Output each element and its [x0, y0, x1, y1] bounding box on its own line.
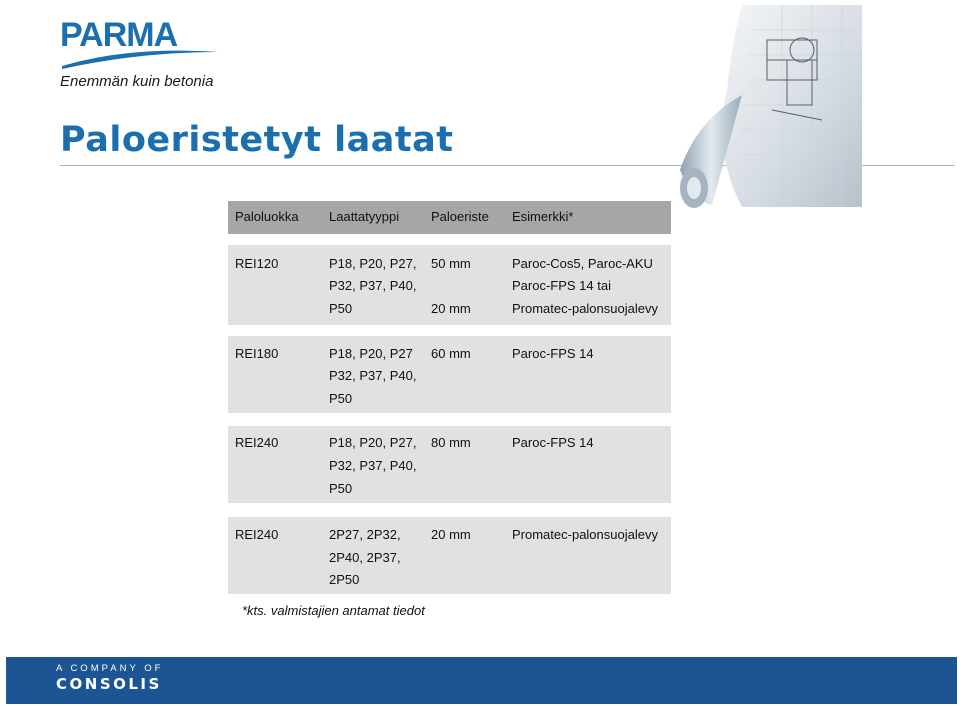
logo-wordmark: PARMA	[60, 16, 178, 54]
logo-swoosh-icon	[60, 48, 220, 70]
insulation-thickness: 20 mm	[431, 301, 471, 316]
insulation-thickness: 80 mm	[431, 435, 471, 450]
page-title: Paloeristetyt laatat	[60, 120, 454, 160]
fire-class: REI180	[235, 346, 279, 361]
slab-type: 2P50	[329, 572, 360, 587]
table-footnote: *kts. valmistajien antamat tiedot	[242, 603, 425, 618]
slab-type: P50	[329, 391, 353, 406]
footer-tagline: A COMPANY OF	[56, 663, 164, 674]
slab-type: 2P40, 2P37,	[329, 550, 401, 565]
table-row	[228, 426, 671, 503]
example-product: Paroc-FPS 14	[512, 346, 594, 361]
example-product: Paroc-FPS 14	[512, 435, 594, 450]
logo-tagline: Enemmän kuin betonia	[60, 73, 214, 90]
example-product: Promatec-palonsuojalevy	[512, 301, 658, 316]
fire-insulation-table	[228, 201, 671, 587]
column-header: Laattatyyppi	[329, 209, 400, 224]
table-row	[228, 517, 671, 594]
slab-type: P32, P37, P40,	[329, 458, 417, 473]
slab-type: P32, P37, P40,	[329, 278, 417, 293]
insulation-thickness: 20 mm	[431, 527, 471, 542]
fire-class: REI240	[235, 527, 279, 542]
slab-type: P50	[329, 481, 353, 496]
consolis-logo: CONSOLIS	[56, 675, 162, 693]
insulation-thickness: 50 mm	[431, 256, 471, 271]
fire-class: REI240	[235, 435, 279, 450]
slab-type: P32, P37, P40,	[329, 368, 417, 383]
table-header	[228, 201, 671, 234]
slab-type: P18, P20, P27	[329, 346, 413, 361]
table-row	[228, 336, 671, 413]
column-header: Paloluokka	[235, 209, 299, 224]
fire-class: REI120	[235, 256, 279, 271]
column-header: Paloeriste	[431, 209, 489, 224]
blueprint-roll-icon	[672, 0, 864, 215]
example-product: Paroc-Cos5, Paroc-AKU	[512, 256, 653, 271]
parma-logo	[60, 10, 260, 95]
slab-type: P50	[329, 301, 353, 316]
slab-type: P18, P20, P27,	[329, 256, 417, 271]
example-product: Paroc-FPS 14 tai	[512, 278, 611, 293]
insulation-thickness: 60 mm	[431, 346, 471, 361]
example-product: Promatec-palonsuojalevy	[512, 527, 658, 542]
slab-type: P18, P20, P27,	[329, 435, 417, 450]
table-row	[228, 245, 671, 325]
slab-type: 2P27, 2P32,	[329, 527, 401, 542]
column-header: Esimerkki*	[512, 209, 574, 224]
footer-bar	[6, 657, 957, 704]
